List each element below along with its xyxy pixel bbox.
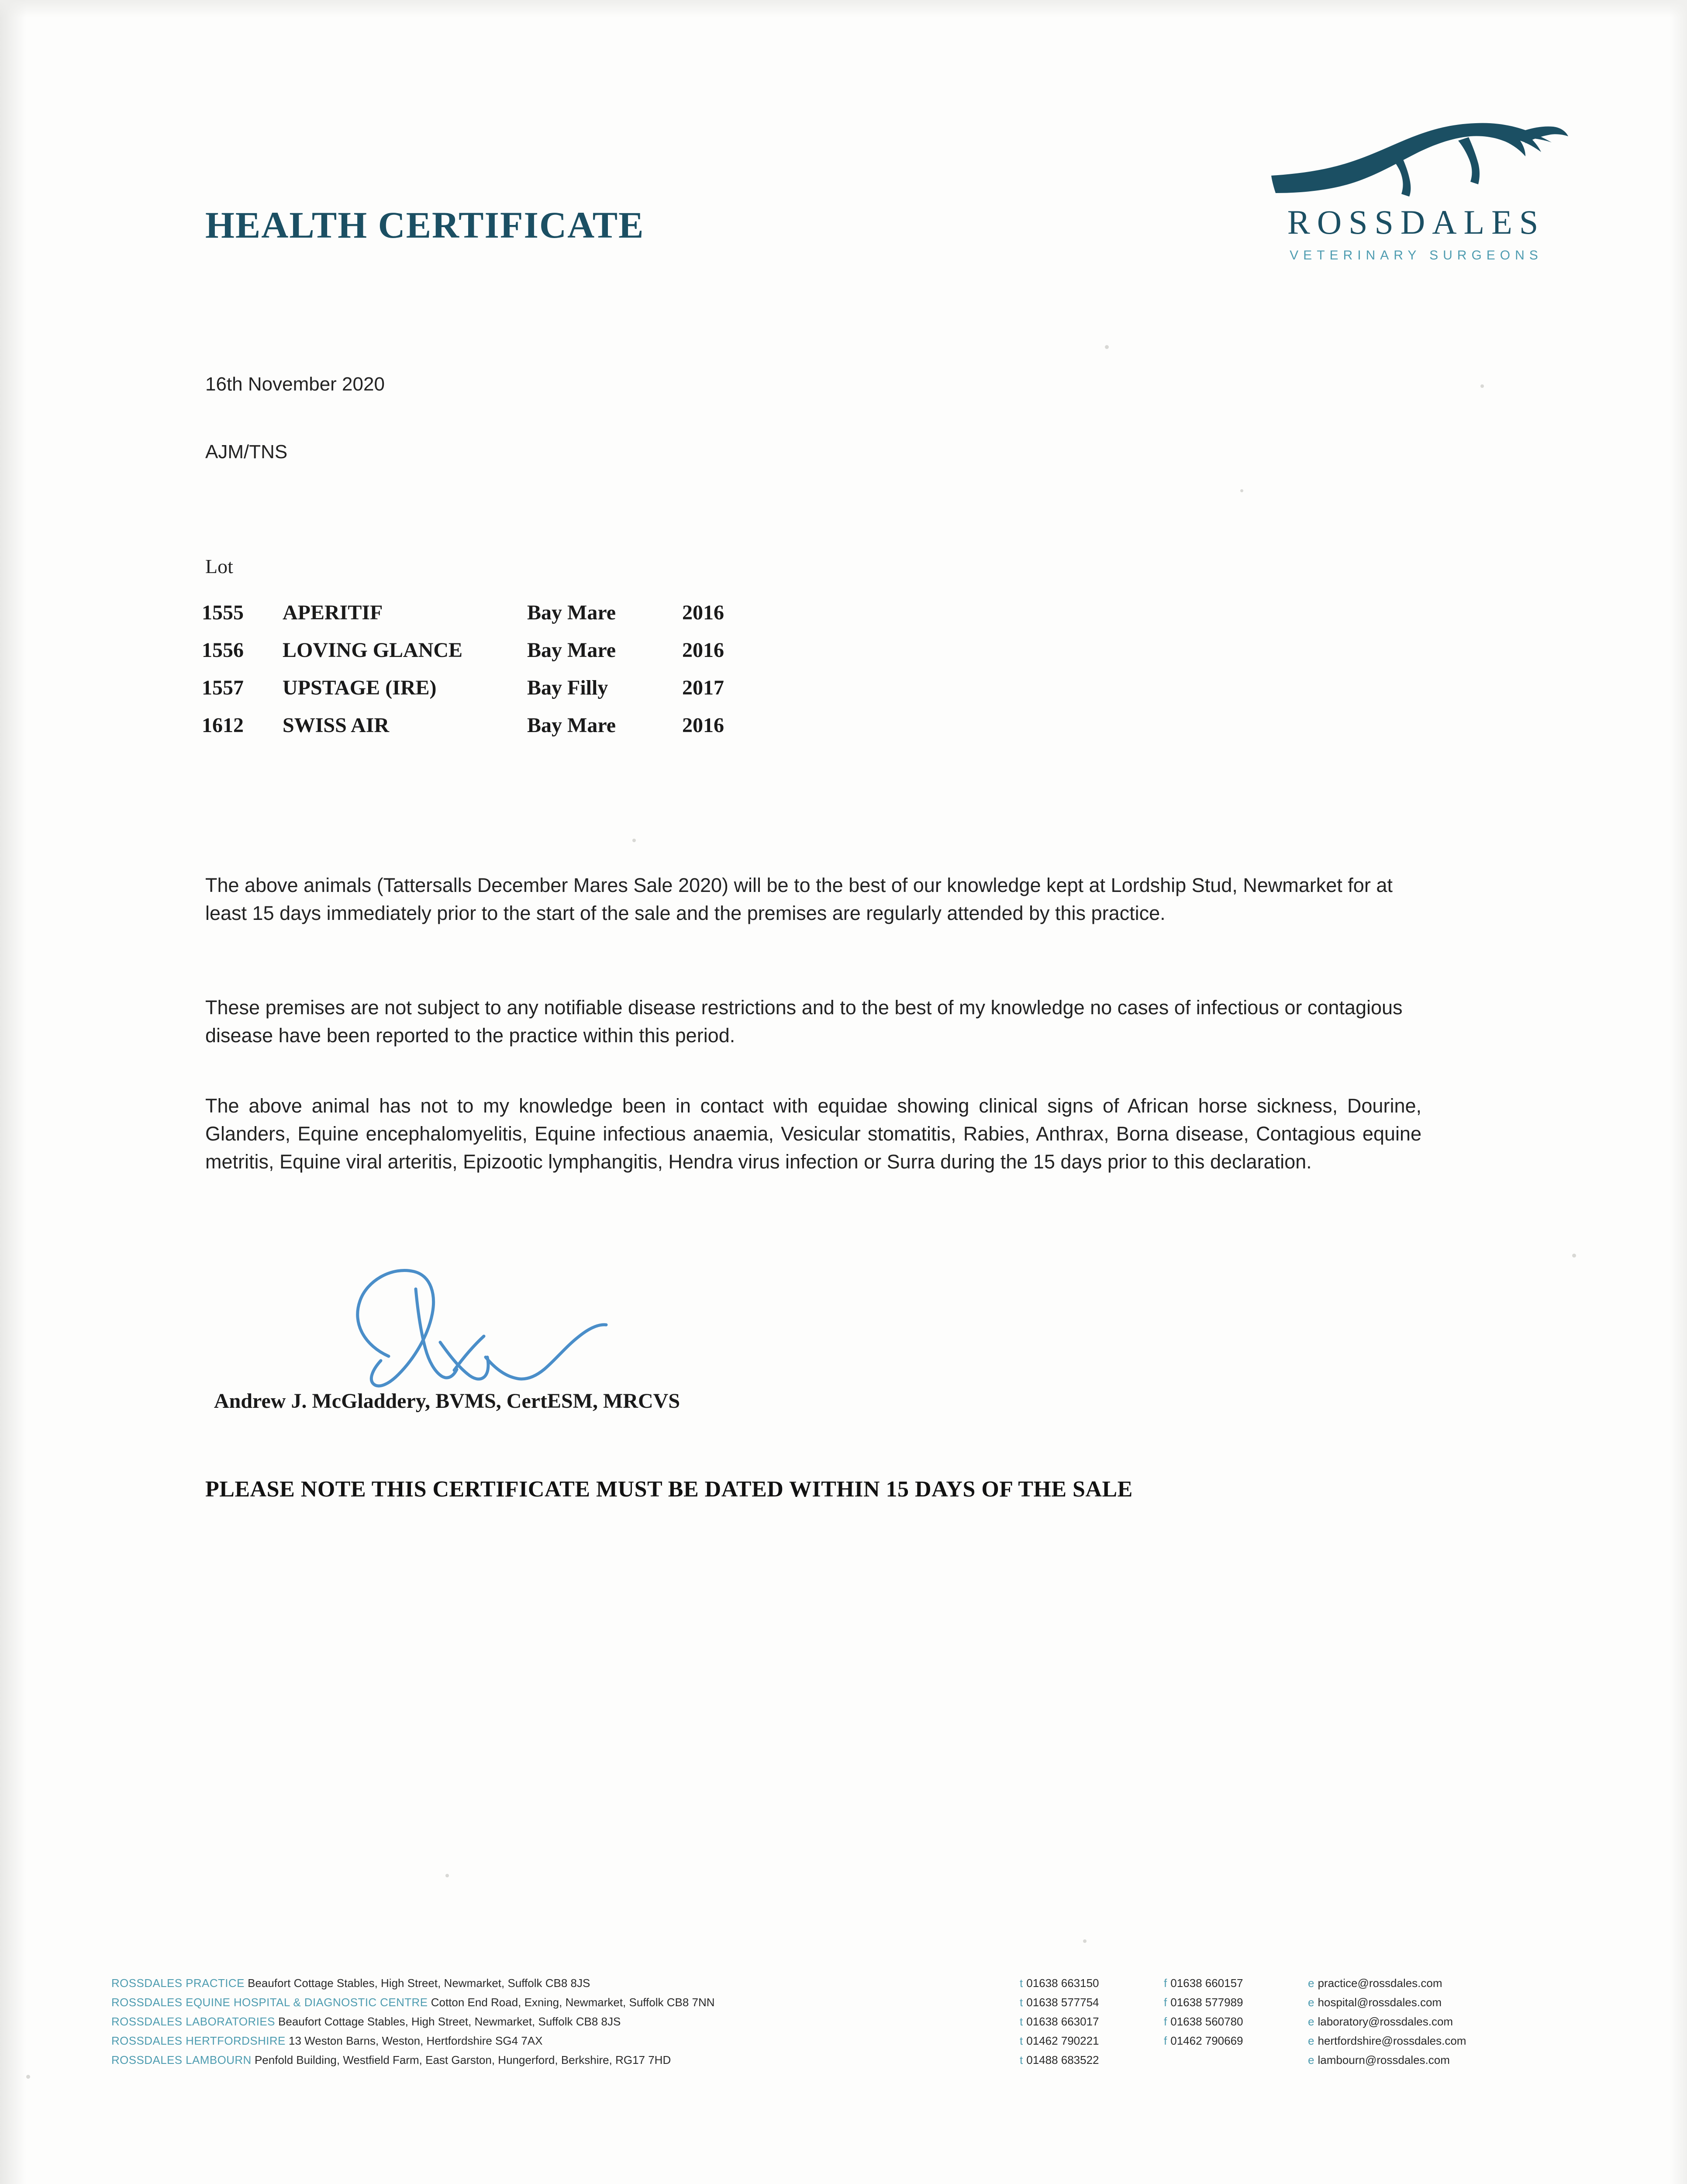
footer-telephone: 01462 790221 bbox=[1026, 2034, 1099, 2047]
footer-address: Penfold Building, Westfield Farm, East Garston, Hungerford, Berkshire, RG17 7HD bbox=[254, 2053, 671, 2067]
scan-speck bbox=[26, 2075, 30, 2079]
footer-email[interactable]: lambourn@rossdales.com bbox=[1318, 2053, 1450, 2067]
footer-row bbox=[111, 2034, 1608, 2048]
table-row bbox=[202, 707, 769, 744]
scan-edge-shading-top bbox=[0, 0, 1687, 17]
footer-telephone: 01488 683522 bbox=[1026, 2053, 1099, 2067]
footer-fax: 01638 660157 bbox=[1170, 1977, 1243, 1990]
footer-email[interactable]: practice@rossdales.com bbox=[1318, 1977, 1442, 1990]
footer-telephone: 01638 663017 bbox=[1026, 2015, 1099, 2028]
lot-year: 2017 bbox=[682, 676, 724, 699]
scan-speck bbox=[1105, 345, 1109, 349]
footer-row bbox=[111, 2053, 1608, 2067]
footer-telephone: 01638 663150 bbox=[1026, 1977, 1099, 1990]
declaration-paragraph-2: These premises are not subject to any notifiable disease restrictions and to the best of my knowledge no cases of infectious or contagious disease have been reported to the practice within this period. bbox=[205, 996, 1403, 1047]
footer-fax: 01638 577989 bbox=[1170, 1996, 1243, 2009]
running-horse-icon bbox=[1263, 118, 1569, 201]
lot-column-header: Lot bbox=[205, 555, 233, 577]
footer-address: Cotton End Road, Exning, Newmarket, Suffolk CB8 7NN bbox=[431, 1996, 715, 2009]
footer-email[interactable]: hertfordshire@rossdales.com bbox=[1318, 2034, 1466, 2047]
footer-email[interactable]: laboratory@rossdales.com bbox=[1318, 2015, 1453, 2028]
table-row bbox=[202, 669, 769, 707]
page-title: HEALTH CERTIFICATE bbox=[205, 204, 645, 246]
lot-description: Bay Mare bbox=[527, 601, 616, 624]
footer-fax: 01638 560780 bbox=[1170, 2015, 1243, 2028]
lot-name: UPSTAGE (IRE) bbox=[283, 676, 437, 699]
scan-speck bbox=[1480, 384, 1484, 388]
telephone-prefix: t bbox=[1020, 2034, 1023, 2047]
declaration-paragraph-1: The above animals (Tattersalls December Mares Sale 2020) will be to the best of our knowledge kept at Lordship Stud, Newmarket for at least 15 days immediately prior to the start of the sale and the premises are regularly attended by this practice. bbox=[205, 874, 1393, 924]
lot-name: APERITIF bbox=[283, 601, 383, 624]
fax-prefix: f bbox=[1164, 2034, 1167, 2047]
lot-number: 1556 bbox=[202, 639, 244, 662]
lot-description: Bay Filly bbox=[527, 676, 608, 699]
footer-address: Beaufort Cottage Stables, High Street, Newmarket, Suffolk CB8 8JS bbox=[278, 2015, 621, 2028]
footer-address: Beaufort Cottage Stables, High Street, Newmarket, Suffolk CB8 8JS bbox=[248, 1977, 590, 1990]
scan-speck bbox=[1240, 489, 1243, 492]
footer-department: ROSSDALES HERTFORDSHIRE bbox=[111, 2034, 286, 2047]
table-row bbox=[202, 594, 769, 632]
footer-address: 13 Weston Barns, Weston, Hertfordshire SG4 7AX bbox=[289, 2034, 543, 2047]
logo-wordmark: ROSSDALES bbox=[1287, 203, 1546, 241]
footer-department: ROSSDALES LAMBOURN bbox=[111, 2053, 252, 2067]
footer-row bbox=[111, 1996, 1608, 2009]
certificate-notice: PLEASE NOTE THIS CERTIFICATE MUST BE DATED WITHIN 15 DAYS OF THE SALE bbox=[205, 1477, 1133, 1502]
telephone-prefix: t bbox=[1020, 1996, 1023, 2009]
scan-edge-shading-right bbox=[1670, 0, 1687, 2184]
footer-department: ROSSDALES EQUINE HOSPITAL & DIAGNOSTIC CENTRE bbox=[111, 1996, 428, 2009]
telephone-prefix: t bbox=[1020, 2053, 1023, 2067]
email-prefix: e bbox=[1308, 2015, 1314, 2028]
footer bbox=[111, 1977, 1608, 2073]
email-prefix: e bbox=[1308, 1996, 1314, 2009]
scan-speck bbox=[1572, 1254, 1576, 1258]
lot-year: 2016 bbox=[682, 601, 724, 624]
scan-speck bbox=[632, 839, 636, 842]
lot-description: Bay Mare bbox=[527, 639, 616, 662]
footer-department: ROSSDALES LABORATORIES bbox=[111, 2015, 275, 2028]
signatory-name: Andrew J. McGladdery, BVMS, CertESM, MRCVS bbox=[214, 1389, 680, 1413]
footer-email[interactable]: hospital@rossdales.com bbox=[1318, 1996, 1442, 2009]
lot-number: 1612 bbox=[202, 714, 244, 737]
email-prefix: e bbox=[1308, 1977, 1314, 1990]
lot-description: Bay Mare bbox=[527, 714, 616, 737]
fax-prefix: f bbox=[1164, 1977, 1167, 1990]
lot-name: LOVING GLANCE bbox=[283, 639, 463, 662]
lot-number: 1557 bbox=[202, 676, 244, 699]
lots-table bbox=[202, 594, 769, 744]
fax-prefix: f bbox=[1164, 2015, 1167, 2028]
footer-row bbox=[111, 2015, 1608, 2028]
footer-department: ROSSDALES PRACTICE bbox=[111, 1977, 245, 1990]
fax-prefix: f bbox=[1164, 1996, 1167, 2009]
document-reference: AJM/TNS bbox=[205, 441, 288, 463]
telephone-prefix: t bbox=[1020, 1977, 1023, 1990]
handwritten-signature bbox=[323, 1247, 681, 1396]
declaration-paragraph-3: The above animal has not to my knowledge been in contact with equidae showing clinical signs of African horse sickness, Dourine, Glanders, Equine encephalomyelitis, Equine infectious anaemia, Vesicular stomatitis, Rabies, Anthrax, Borna disease, Contagious equine metritis, Equine viral arteritis, Epizootic lymphangitis, Hendra virus infection or Surra during the 15 days prior to this declaration. bbox=[205, 1095, 1421, 1173]
email-prefix: e bbox=[1308, 2053, 1314, 2067]
logo-tagline: VETERINARY SURGEONS bbox=[1290, 248, 1543, 263]
scan-speck bbox=[1083, 1939, 1087, 1943]
lot-number: 1555 bbox=[202, 601, 244, 624]
footer-telephone: 01638 577754 bbox=[1026, 1996, 1099, 2009]
lot-year: 2016 bbox=[682, 639, 724, 662]
company-logo bbox=[1250, 118, 1582, 263]
telephone-prefix: t bbox=[1020, 2015, 1023, 2028]
scan-edge-shading-left bbox=[0, 0, 26, 2184]
email-prefix: e bbox=[1308, 2034, 1314, 2047]
lot-name: SWISS AIR bbox=[283, 714, 390, 737]
footer-fax: 01462 790669 bbox=[1170, 2034, 1243, 2047]
document-date: 16th November 2020 bbox=[205, 373, 385, 395]
footer-row bbox=[111, 1977, 1608, 1990]
lot-year: 2016 bbox=[682, 714, 724, 737]
scan-speck bbox=[445, 1874, 449, 1877]
table-row bbox=[202, 632, 769, 669]
